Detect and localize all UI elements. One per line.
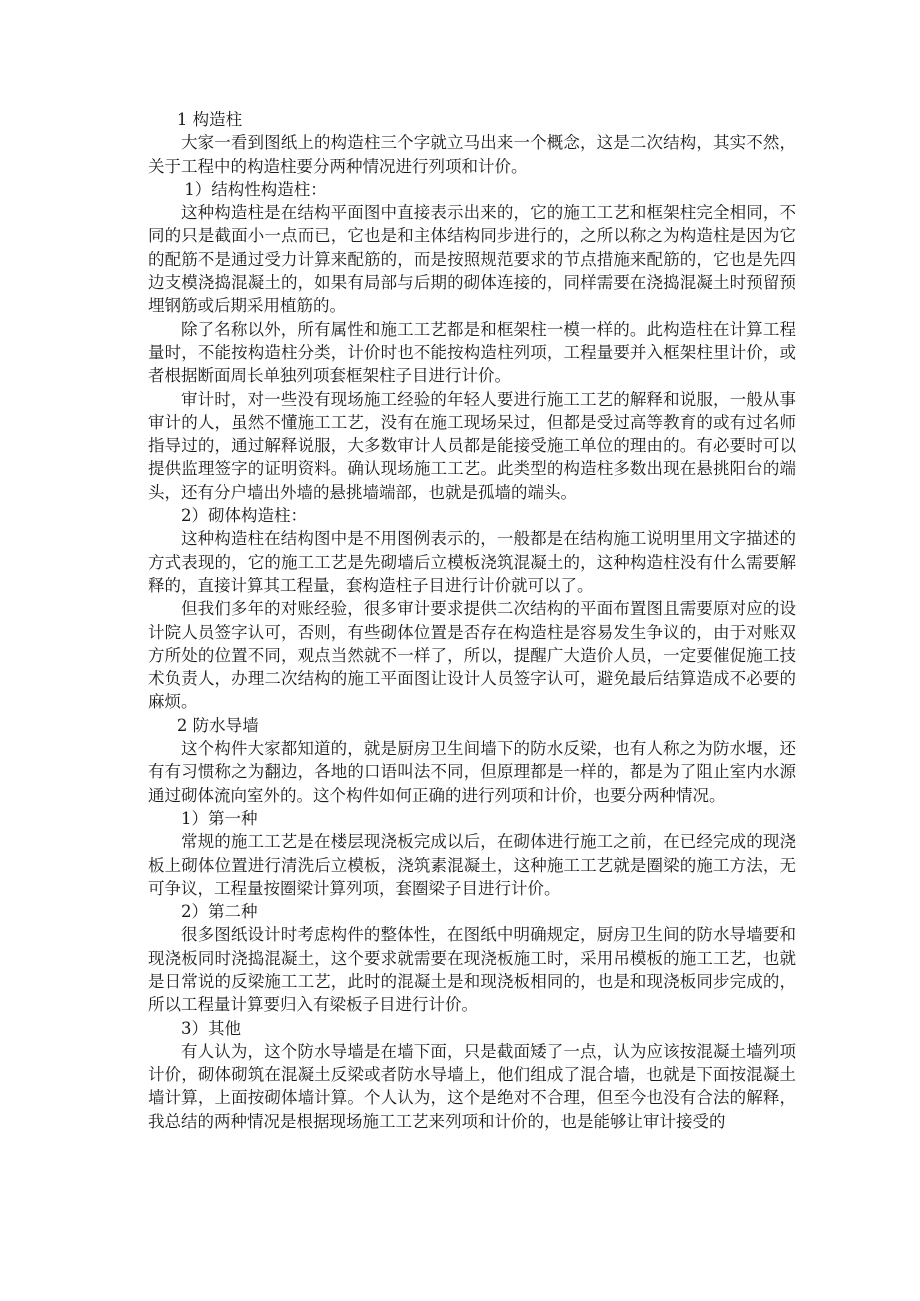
subheading-other: 3）其他 (181, 1018, 241, 1038)
subheading-structural-column: 1）结构性构造柱： (184, 179, 327, 199)
section-heading-columns: 1 构造柱 (176, 110, 243, 129)
paragraph: 但我们多年的对账经验，很多审计要求提供二次结构的平面布置图且需要原对应的设计院人员签字认可，否则，有些砌体位置是否存在构造柱是容易发生争议的，由于对账双方所处的位置不同，观点当然就不一样了，所以，提醒广大造价人员，一定要催促施工技术负责人，办理二次结构的施工平面图让设计人员签字认可，避免最后结算造成不必要的麻烦。 (148, 599, 796, 712)
document-body (148, 108, 796, 1133)
subheading-masonry-column: 2）砌体构造柱： (181, 506, 307, 526)
paragraph: 有人认为，这个防水导墙是在墙下面，只是截面矮了一点，认为应该按混凝土墙列项计价，砌体砌筑在混凝土反梁或者防水导墙上，他们组成了混合墙，也就是下面按混凝土墙计算，上面按砌体墙计算。个人认为，这个是绝对不合理，但至今也没有合法的解释，我总结的两种情况是根据现场施工工艺来列项和计价的，也是能够让审计接受的 (148, 1041, 796, 1131)
paragraph: 这种构造柱在结构图中是不用图例表示的，一般都是在结构施工说明里用文字描述的方式表现的，它的施工工艺是先砌墙后立模板浇筑混凝土的，这种构造柱没有什么需要解释的，直接计算其工程量，套构造柱子目进行计价就可以了。 (148, 529, 796, 595)
paragraph: 大家一看到图纸上的构造柱三个字就立马出来一个概念，这是二次结构，其实不然，关于工程中的构造柱要分两种情况进行列项和计价。 (148, 133, 796, 176)
paragraph: 很多图纸设计时考虑构件的整体性，在图纸中明确规定，厨房卫生间的防水导墙要和现浇板同时浇捣混凝土，这个要求就需要在现浇板施工时，采用吊模板的施工工艺，也就是日常说的反梁施工工艺，此时的混凝土是和现浇板相同的，也是和现浇板同步完成的，所以工程量计算要归入有梁板子目进行计价。 (148, 925, 796, 1015)
subheading-second-case: 2）第二种 (181, 902, 258, 922)
subheading-first-case: 1）第一种 (181, 808, 258, 828)
paragraph: 除了名称以外，所有属性和施工工艺都是和框架柱一模一样的。此构造柱在计算工程量时，不能按构造柱分类，计价时也不能按构造柱列项，工程量要并入框架柱里计价，或者根据断面周长单独列项套框架柱子目进行计价。 (148, 319, 796, 386)
paragraph: 这个构件大家都知道的，就是厨房卫生间墙下的防水反梁，也有人称之为防水堰，还有有习惯称之为翻边，各地的口语叫法不同，但原理都是一样的，都是为了阻止室内水源通过砌体流向室外的。这个构件如何正确的进行列项和计价，也要分两种情况。 (148, 739, 796, 805)
paragraph: 这种构造柱是在结构平面图中直接表示出来的，它的施工工艺和框架柱完全相同，不同的只是截面小一点而已，它也是和主体结构同步进行的，之所以称之为构造柱是因为它的配筋不是通过受力计算来配筋的，而是按照规范要求的节点措施来配筋的，它也是先四边支模浇捣混凝土的，如果有局部与后期的砌体连接的，同样需要在浇捣混凝土时预留预埋钢筋或后期采用植筋的。 (148, 203, 796, 316)
paragraph: 审计时，对一些没有现场施工经验的年轻人要进行施工工艺的解释和说服，一般从事审计的人，虽然不懂施工工艺，没有在施工现场呆过，但都是受过高等教育的或有过名师指导过的，通过解释说服，大多数审计人员都是能接受施工单位的理由的。有必要时可以提供监理签字的证明资料。确认现场施工工艺。此类型的构造柱多数出现在悬挑阳台的端头，还有分户墙出外墙的悬挑墙端部，也就是孤墙的端头。 (148, 389, 796, 502)
paragraph: 常规的施工工艺是在楼层现浇板完成以后，在砌体进行施工之前，在已经完成的现浇板上砌体位置进行清洗后立模板，浇筑素混凝土，这种施工工艺就是圈梁的施工方法，无可争议，工程量按圈梁计算列项，套圈梁子目进行计价。 (148, 832, 796, 898)
section-heading-waterproof-wall: 2 防水导墙 (176, 715, 259, 735)
